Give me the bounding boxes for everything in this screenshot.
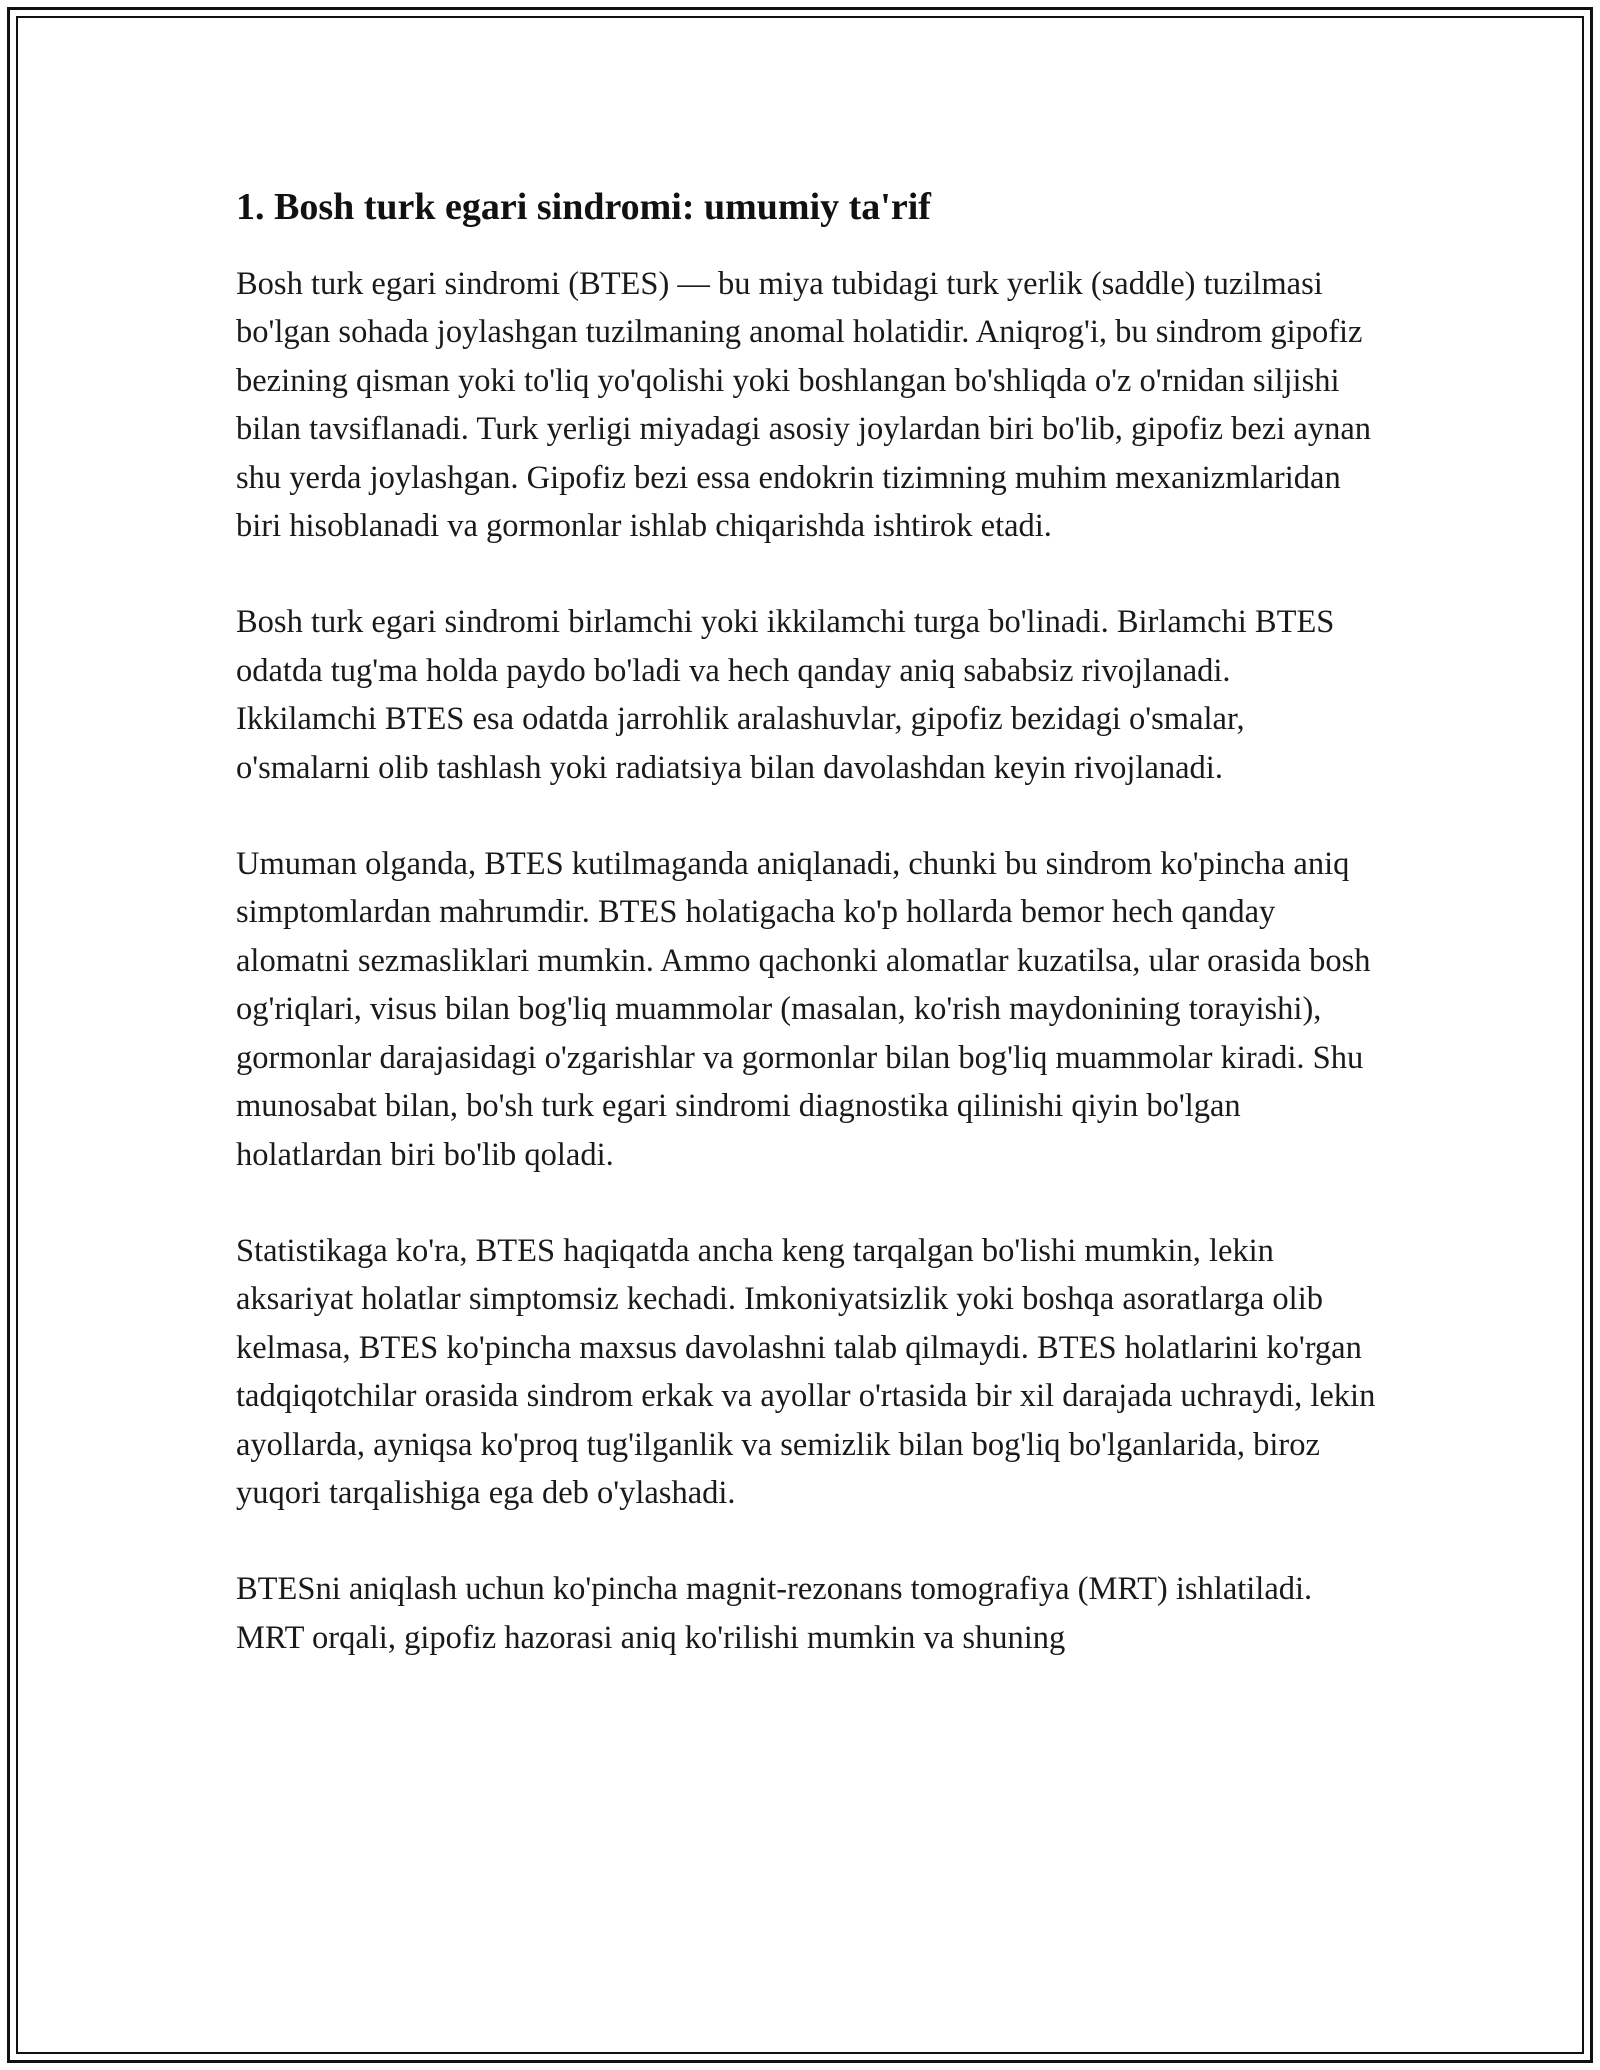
section-heading: 1. Bosh turk egari sindromi: umumiy ta'rif <box>236 186 931 228</box>
document-body <box>236 180 1376 1710</box>
paragraph-types: Bosh turk egari sindromi birlamchi yoki ikkilamchi turga bo'linadi. Birlamchi BTES odatda tug'ma holda paydo bo'ladi va hech qanday aniq sababsiz rivojlanadi. Ikkilamchi BTES esa odatda jarrohlik aralashuvlar, gipofiz bezidagi o'smalar, o'smalarni olib tashlash yoki radiatsiya bilan davolashdan keyin rivojlanadi. <box>236 604 1335 786</box>
paragraph-statistics: Statistikaga ko'ra, BTES haqiqatda ancha keng tarqalgan bo'lishi mumkin, lekin aksariyat holatlar simptomsiz kechadi. Imkoniyatsizlik yoki boshqa asoratlarga olib kelmasa, BTES ko'pincha maxsus davolashni talab qilmaydi. BTES holatlarini ko'rgan tadqiqotchilar orasida sindrom erkak va ayollar o'rtasida bir xil darajada uchraydi, lekin ayollarda, ayniqsa ko'proq tug'ilganlik va semizlik bilan bog'liq bo'lganlarida, biroz yuqori tarqalishiga ega deb o'ylashadi. <box>236 1232 1376 1511</box>
paragraph-symptoms: Umuman olganda, BTES kutilmaganda aniqlanadi, chunki bu sindrom ko'pincha aniq simptomlardan mahrumdir. BTES holatigacha ko'p hollarda bemor hech qanday alomatni sezmasliklari mumkin. Ammo qachonki alomatlar kuzatilsa, ular orasida bosh og'riqlari, visus bilan bog'liq muammolar (masalan, ko'rish maydonining torayishi), gormonlar darajasidagi o'zgarishlar va gormonlar bilan bog'liq muammolar kiradi. Shu munosabat bilan, bo'sh turk egari sindromi diagnostika qilinishi qiyin bo'lgan holatlardan biri bo'lib qoladi. <box>236 846 1371 1173</box>
paragraph-definition: Bosh turk egari sindromi (BTES) — bu miya tubidagi turk yerlik (saddle) tuzilmasi bo'lgan sohada joylashgan tuzilmaning anomal holatidir. Aniqrog'i, bu sindrom gipofiz bezining qisman yoki to'liq yo'qolishi yoki boshlangan bo'shliqda o'z o'rnidan siljishi bilan tavsiflanadi. Turk yerligi miyadagi asosiy joylardan biri bo'lib, gipofiz bezi aynan shu yerda joylashgan. Gipofiz bezi essa endokrin tizimning muhim mexanizmlaridan biri hisoblanadi va gormonlar ishlab chiqarishda ishtirok etadi. <box>236 266 1372 545</box>
paragraph-diagnosis: BTESni aniqlash uchun ko'pincha magnit-rezonans tomografiya (MRT) ishlatiladi. MRT orqali, gipofiz hazorasi aniq ko'rilishi mumkin va shuning <box>236 1571 1313 1656</box>
